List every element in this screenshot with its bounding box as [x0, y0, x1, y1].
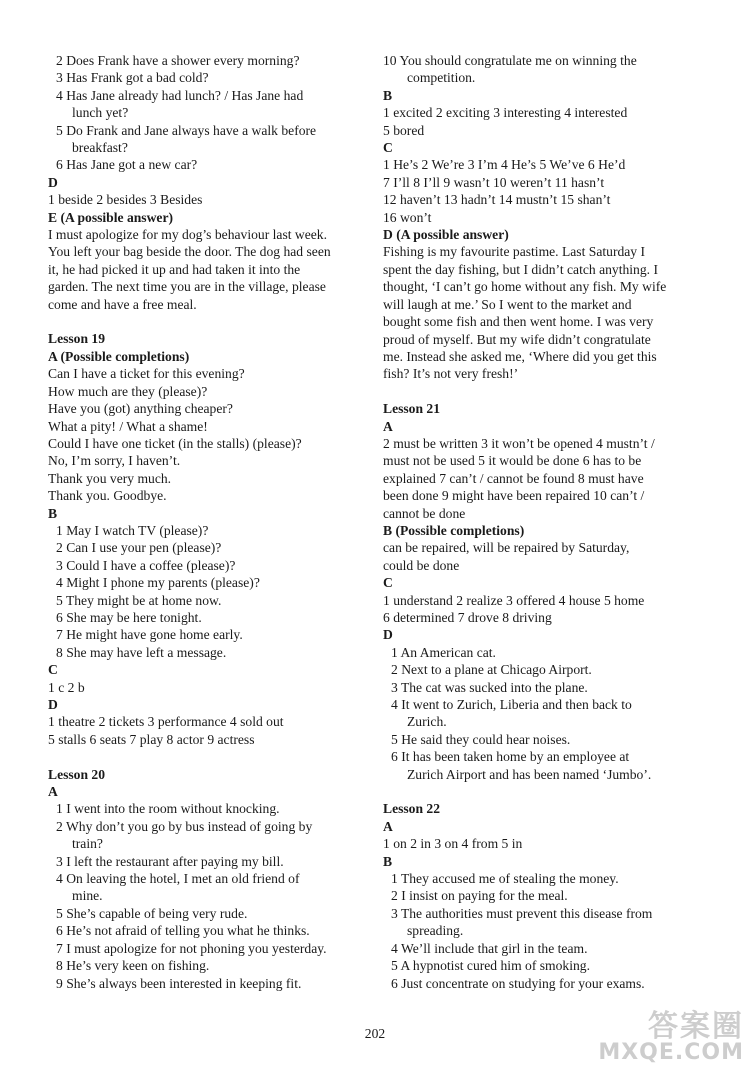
answer-line: 12 haven’t 13 hadn’t 14 mustn’t 15 shan’t [383, 192, 611, 208]
answer-line: 4 Has Jane already had lunch? / Has Jane had [56, 87, 304, 103]
answer-line: bought some fish and then went home. I was very [383, 314, 654, 330]
answer-line: 1 understand 2 realize 3 offered 4 house 5 home [383, 592, 645, 608]
answer-line: proud of myself. But my wife didn’t congratulate [383, 331, 651, 347]
lesson-heading: Lesson 22 [383, 801, 441, 817]
answer-line: What a pity! / What a shame! [48, 418, 208, 434]
answer-line: How much are they (please)? [48, 383, 208, 399]
answer-line: 3 Has Frank got a bad cold? [56, 70, 209, 86]
answer-line: can be repaired, will be repaired by Saturday, [383, 540, 630, 556]
answer-line: spent the day fishing, but I didn’t catch anything. I [383, 261, 658, 277]
section-label: C [383, 140, 393, 156]
answer-line: 5 He said they could hear noises. [391, 731, 571, 747]
answer-line: 8 She may have left a message. [56, 644, 227, 660]
answer-line: Zurich. [407, 714, 447, 730]
answer-line: 9 She’s always been interested in keeping fit. [56, 975, 302, 991]
answer-line: must not be used 5 it would be done 6 has to be [383, 453, 642, 469]
answer-line: 6 She may be here tonight. [56, 609, 202, 625]
answer-line: 3 I left the restaurant after paying my bill. [56, 853, 284, 869]
answer-line: 2 must be written 3 it won’t be opened 4 mustn’t / [383, 435, 655, 451]
answer-line: 1 He’s 2 We’re 3 I’m 4 He’s 5 We’ve 6 He’d [383, 157, 626, 173]
answer-line: Thank you. Goodbye. [48, 488, 167, 504]
answer-line: 1 I went into the room without knocking. [56, 801, 280, 817]
answer-line: 5 bored [383, 122, 425, 138]
answer-line: 4 It went to Zurich, Liberia and then back to [391, 697, 632, 713]
answer-line: 3 The authorities must prevent this disease from [391, 905, 653, 921]
answer-line: Thank you very much. [48, 470, 172, 486]
answer-line: 1 on 2 in 3 on 4 from 5 in [383, 836, 523, 852]
watermark-logo: 答案圈 [648, 1009, 744, 1044]
answer-line: 6 It has been taken home by an employee at [391, 749, 630, 765]
right-column [383, 52, 713, 992]
answer-line: breakfast? [72, 140, 128, 156]
answer-line: 5 A hypnotist cured him of smoking. [391, 958, 590, 974]
answer-line: 2 Why don’t you go by bus instead of going by [56, 818, 313, 834]
answer-line: garden. The next time you are in the village, please [48, 279, 326, 295]
answer-line: 5 She’s capable of being very rude. [56, 905, 248, 921]
answer-line: Could I have one ticket (in the stalls) (please)? [48, 435, 302, 451]
answer-line: 1 They accused me of stealing the money. [391, 871, 619, 887]
answer-line: been done 9 might have been repaired 10 can’t / [383, 488, 645, 504]
answer-line: 5 stalls 6 seats 7 play 8 actor 9 actress [48, 731, 255, 747]
answer-line: competition. [407, 70, 476, 86]
answer-line: 7 He might have gone home early. [56, 627, 243, 643]
answer-line: 6 He’s not afraid of telling you what he thinks. [56, 923, 310, 939]
answer-line: fish? It’s not very fresh!’ [383, 366, 519, 382]
section-label: A (Possible completions) [48, 348, 190, 364]
section-label: C [383, 575, 393, 591]
answer-line: 1 beside 2 besides 3 Besides [48, 192, 203, 208]
section-label: A [48, 784, 58, 800]
answer-line: 2 Can I use your pen (please)? [56, 540, 222, 556]
answer-line: Can I have a ticket for this evening? [48, 366, 245, 382]
section-label: B (Possible completions) [383, 522, 525, 538]
answer-line: 16 won’t [383, 209, 432, 225]
answer-line: 2 Does Frank have a shower every morning? [56, 53, 300, 68]
lesson-heading: Lesson 20 [48, 766, 106, 782]
answer-line: 4 We’ll include that girl in the team. [391, 940, 588, 956]
section-label: A [383, 818, 393, 834]
section-label: D [48, 174, 58, 190]
answer-line: 8 He’s very keen on fishing. [56, 958, 210, 974]
answer-line: 3 The cat was sucked into the plane. [391, 679, 588, 695]
page-number: 202 [364, 1026, 386, 1041]
section-label: D [383, 627, 393, 643]
watermark-site: MXQE.COM [598, 1040, 744, 1065]
watermark [598, 1009, 744, 1065]
section-label: B [383, 87, 393, 103]
answer-line: 10 You should congratulate me on winning the [383, 53, 637, 68]
answer-line: explained 7 can’t / cannot be found 8 must have [383, 470, 644, 486]
section-label: D (A possible answer) [383, 227, 509, 243]
answer-line: 6 determined 7 drove 8 driving [383, 609, 552, 625]
answer-line: Zurich Airport and has been named ‘Jumbo’. [407, 766, 652, 782]
answer-line: lunch yet? [72, 105, 129, 121]
answer-line: 2 Next to a plane at Chicago Airport. [391, 662, 592, 678]
answer-line: Fishing is my favourite pastime. Last Saturday I [383, 244, 646, 260]
answer-line: it, he had picked it up and had taken it into the [48, 261, 301, 277]
answer-line: 1 c 2 b [48, 679, 85, 695]
answer-line: mine. [72, 888, 103, 904]
answer-line: 4 On leaving the hotel, I met an old friend of [56, 871, 300, 887]
answer-line: 2 I insist on paying for the meal. [391, 888, 568, 904]
answer-line: 1 An American cat. [391, 644, 496, 660]
answer-line: I must apologize for my dog’s behaviour last week. [48, 227, 327, 243]
answer-line: 6 Has Jane got a new car? [56, 157, 198, 173]
section-label: B [48, 505, 58, 521]
answer-line: could be done [383, 557, 460, 573]
answer-line: No, I’m sorry, I haven’t. [48, 453, 181, 469]
section-label: E (A possible answer) [48, 209, 173, 225]
lesson-heading: Lesson 19 [48, 331, 106, 347]
answer-line: 1 excited 2 exciting 3 interesting 4 interested [383, 105, 628, 121]
section-label: B [383, 853, 393, 869]
answer-line: 5 They might be at home now. [56, 592, 222, 608]
answer-line: You left your bag beside the door. The dog had seen [48, 244, 331, 260]
answer-line: 3 Could I have a coffee (please)? [56, 557, 236, 573]
answer-line: spreading. [407, 923, 464, 939]
lesson-heading: Lesson 21 [383, 401, 441, 417]
answer-line: thought, ‘I can’t go home without any fish. My wife [383, 279, 667, 295]
answer-line: Have you (got) anything cheaper? [48, 401, 233, 417]
answer-line: come and have a free meal. [48, 296, 197, 312]
left-column [48, 52, 370, 992]
answer-line: me. Instead she asked me, ‘Where did you get this [383, 348, 657, 364]
answer-line: cannot be done [383, 505, 466, 521]
answer-line: 4 Might I phone my parents (please)? [56, 575, 260, 591]
answer-line: 7 I’ll 8 I’ll 9 wasn’t 10 weren’t 11 hasn’t [383, 174, 605, 190]
answer-line: will laugh at me.’ So I went to the market and [383, 296, 632, 312]
section-label: C [48, 662, 58, 678]
answer-line: 1 theatre 2 tickets 3 performance 4 sold out [48, 714, 284, 730]
answer-line: 5 Do Frank and Jane always have a walk before [56, 122, 317, 138]
section-label: D [48, 697, 58, 713]
section-label: A [383, 418, 393, 434]
answer-line: 1 May I watch TV (please)? [56, 522, 209, 538]
answer-line: train? [72, 836, 103, 852]
answer-line: 7 I must apologize for not phoning you yesterday. [56, 940, 327, 956]
answer-line: 6 Just concentrate on studying for your exams. [391, 975, 645, 991]
